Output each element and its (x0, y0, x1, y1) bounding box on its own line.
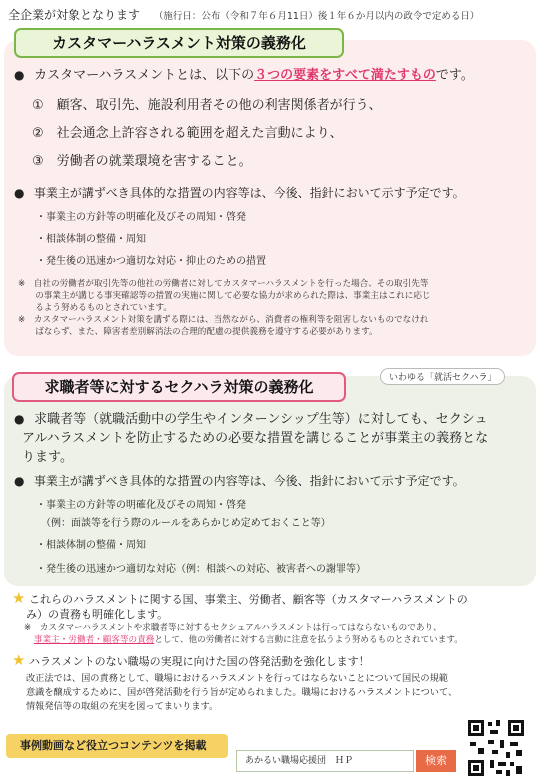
element-num: ① (32, 98, 44, 113)
measures-lead-1 (14, 184, 465, 203)
element-text: 労働者の就業環境を害すること。 (56, 154, 252, 169)
measure-item: ・発生後の迅速かつ適切な対応（例：相談への対応、被害者への謝罪等） (36, 564, 366, 575)
three-elements-highlight: ３つの要素 (254, 68, 320, 83)
element-text: 社会通念上許容される範囲を超えた言動により、 (56, 126, 343, 141)
responsibility-note-highlight: 事業主・労働者・顧客等の責務 (34, 635, 155, 645)
note-line: ばならず、また、障害者差別解消法の合理的配慮の提供義務を遵守する必要があります。 (18, 327, 378, 337)
awareness-title (12, 652, 370, 670)
measure-item: （例：面談等を行う際のルールをあらかじめ定めておくこと等） (36, 518, 331, 529)
measure-item: ・相談体制の整備・周知 (36, 234, 146, 245)
responsibility-note-2 (34, 634, 463, 646)
element-num: ③ (32, 154, 44, 169)
section2-lead-3: ります。 (22, 450, 73, 465)
measures-lead-2 (14, 472, 465, 491)
section2-lead-1 (14, 410, 488, 429)
effective-date: （施行日：公布（令和７年６月11日）後１年６か月以内の政令で定める日） (153, 11, 480, 22)
para-text: これらのハラスメントに関する国、事業主、労働者、顧客等（カスタマーハラスメントの (28, 593, 468, 606)
star-icon: ★ (12, 651, 26, 669)
target-note-text: 全企業が対象となります (8, 8, 141, 22)
section2-title: 求職者等に対するセクハラ対策の義務化 (12, 372, 346, 402)
note-line: ※ 自社の労働者が取引先等の他社の労働者に対してカスタマーハラスメントを行った場合、その取引先等 (18, 279, 429, 289)
measure-item: ・事業主の方針等の明確化及びその周知・啓発 (36, 212, 246, 223)
bullet-icon: ● (14, 68, 25, 82)
search-input[interactable]: あかるい職場応援団 ＨＰ (236, 750, 414, 772)
awareness-body: 意識を醸成するために、国が啓発活動を行う旨が定められました。職場におけるハラスメントについて、 (26, 687, 458, 698)
element-2 (32, 124, 343, 143)
awareness-body: 情報発信等の取組の充実を図ってまいります。 (26, 701, 219, 712)
measures-lead-text: 事業主が講ずべき具体的な措置の内容等は、今後、指針において示す予定です。 (33, 474, 465, 488)
target-note (8, 6, 479, 23)
search-button[interactable]: 検索 (416, 750, 456, 772)
definition-line (14, 66, 474, 85)
awareness-title-text: ハラスメントのない職場の実現に向けた国の啓発活動を強化します！ (28, 655, 370, 668)
measure-item: ・事業主の方針等の明確化及びその周知・啓発 (36, 500, 246, 511)
awareness-body: 改正法では、国の責務として、職場におけるハラスメントを行ってはならないことについて国民の規範 (26, 673, 448, 684)
responsibility-note-rest: として、他の労働者に対する言動に注意を払うよう努めるものとされています。 (154, 635, 463, 645)
element-num: ② (32, 126, 44, 141)
all-satisfy-highlight: をすべて満たすもの (319, 68, 436, 83)
note-line: の事業主が講じる事実確認等の措置の実施に関して必要な協力が求められた際は、事業主はこれに応じ (18, 291, 431, 301)
section1-title: カスタマーハラスメント対策の義務化 (14, 28, 344, 58)
nickname-badge: いわゆる「就活セクハラ」 (380, 368, 505, 385)
qr-code-icon[interactable] (466, 718, 526, 778)
bullet-icon: ● (14, 474, 25, 488)
note-line: ※ カスタマーハラスメント対策を講ずる際には、当然ながら、消費者の権利等を阻害しないものでなけれ (18, 315, 429, 325)
bullet-icon: ● (14, 186, 25, 200)
measure-item: ・相談体制の整備・周知 (36, 540, 146, 551)
note-line: るよう努めるものとされています。 (18, 303, 173, 313)
star-icon: ★ (12, 589, 26, 607)
definition-prefix: カスタマーハラスメントとは、以下の (34, 68, 255, 83)
measures-lead-text: 事業主が講ずべき具体的な措置の内容等は、今後、指針において示す予定です。 (33, 186, 465, 200)
responsibility-note-1: ※ カスタマーハラスメントや求職者等に対するセクシュアルハラスメントは行ってはならないものであり、 (24, 623, 442, 633)
lead-text: 求職者等（就職活動中の学生やインターンシップ生等）に対しても、セクシュ (34, 412, 488, 427)
definition-suffix: です。 (435, 68, 474, 83)
element-text: 顧客、取引先、施設利用者その他の利害関係者が行う、 (56, 98, 382, 113)
measure-item: ・発生後の迅速かつ適切な対応・抑止のための措置 (36, 256, 266, 267)
contents-banner: 事例動画など役立つコンテンツを掲載 (6, 734, 228, 758)
element-1 (32, 96, 382, 115)
bullet-icon: ● (14, 412, 25, 426)
section2-lead-2: アルハラスメントを防止するための必要な措置を講じることが事業主の義務とな (22, 431, 489, 446)
element-3 (32, 152, 252, 171)
responsibility-para-2: み）の責務も明確化します。 (26, 608, 169, 621)
